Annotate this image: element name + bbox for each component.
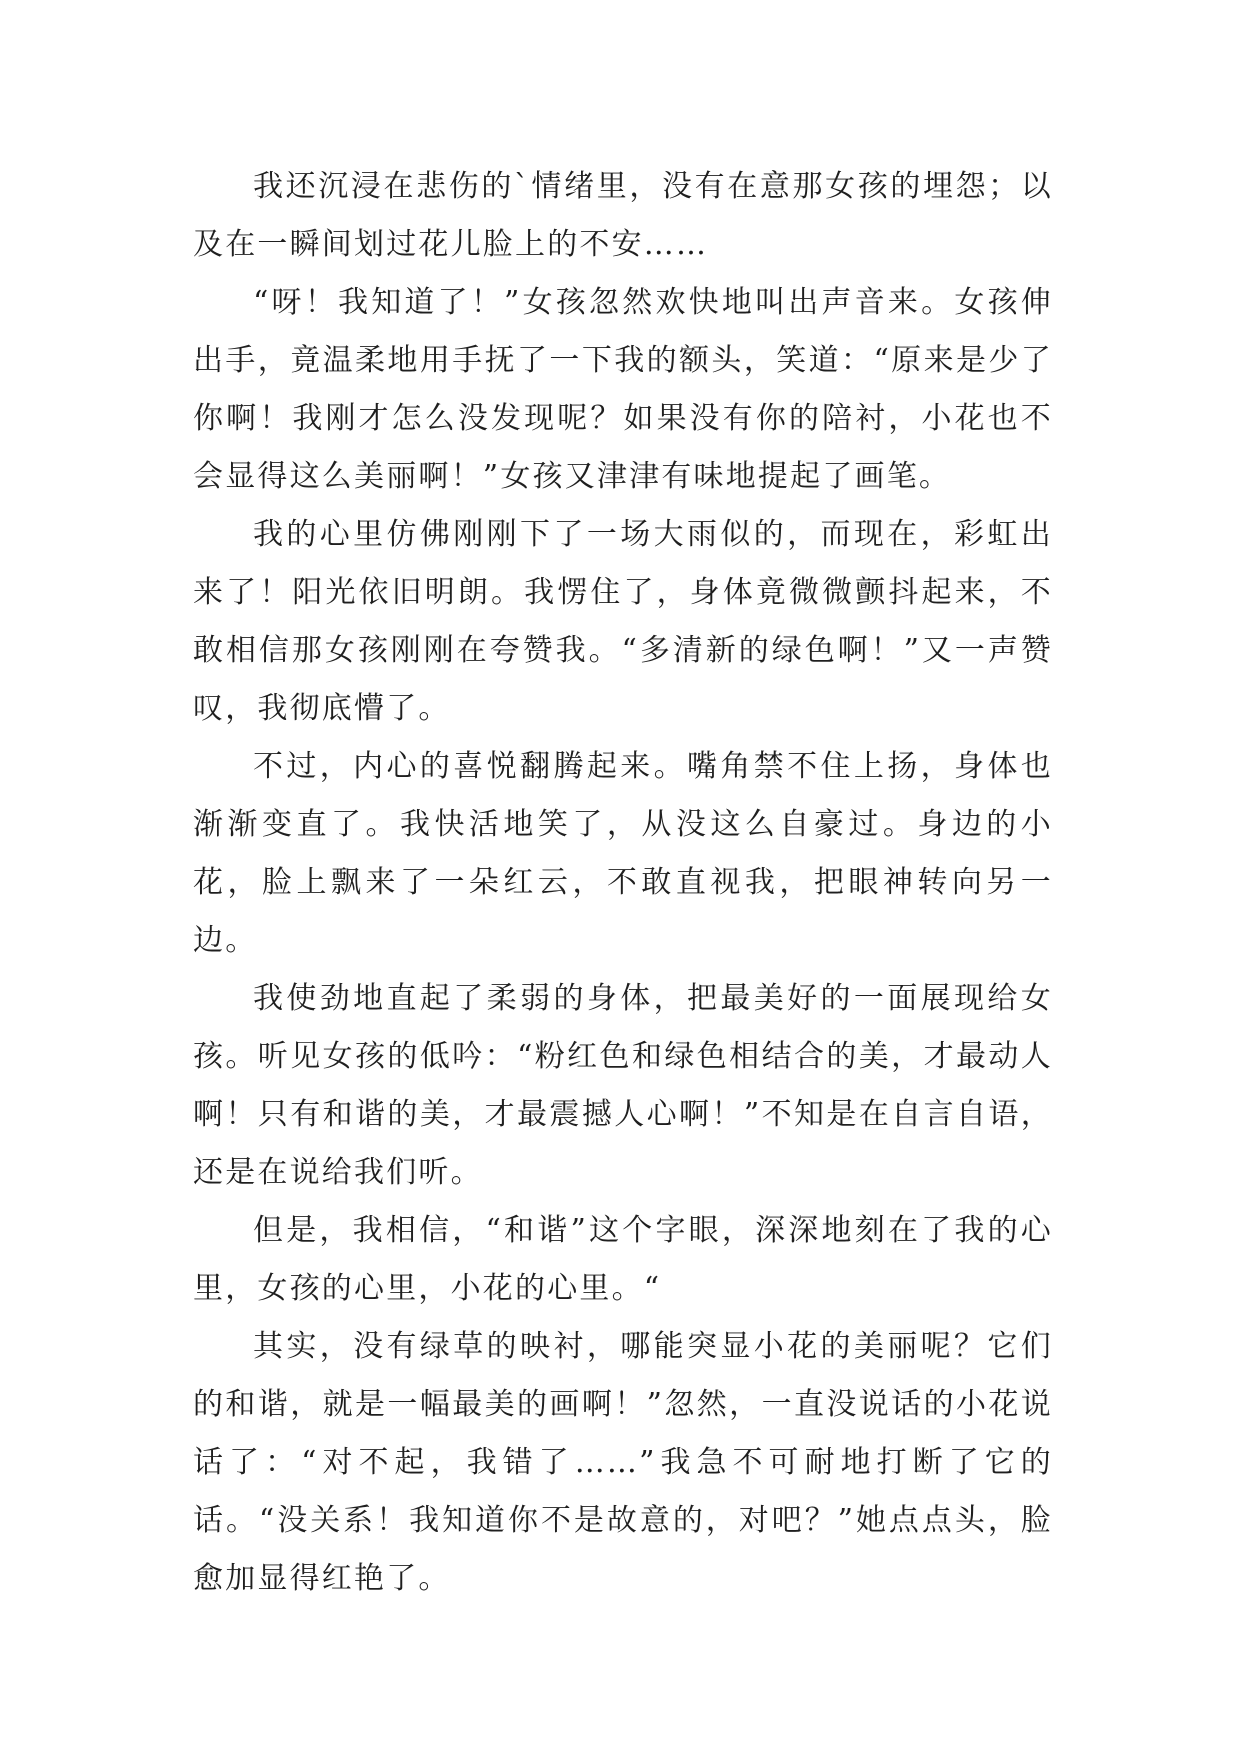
paragraph-1: 我还沉浸在悲伤的`情绪里，没有在意那女孩的埋怨；以及在一瞬间划过花儿脸上的不安…… xyxy=(193,169,1053,262)
paragraph-2: “呀！我知道了！”女孩忽然欢快地叫出声音来。女孩伸出手，竟温柔地用手抚了一下我的额头，笑道：“原来是少了你啊！我刚才怎么没发现呢？如果没有你的陪衬，小花也不会显得这么美丽啊！”女孩又津津有味地提起了画笔。 xyxy=(193,285,1053,494)
paragraph-6: 但是，我相信，“和谐”这个字眼，深深地刻在了我的心里，女孩的心里，小花的心里。“ xyxy=(193,1213,1053,1306)
paragraph-4: 不过，内心的喜悦翻腾起来。嘴角禁不住上扬，身体也渐渐变直了。我快活地笑了，从没这么自豪过。身边的小花，脸上飘来了一朵红云，不敢直视我，把眼神转向另一边。 xyxy=(193,749,1053,958)
document-body xyxy=(193,158,1053,1608)
paragraph-7: 其实，没有绿草的映衬，哪能突显小花的美丽呢？它们的和谐，就是一幅最美的画啊！”忽然，一直没说话的小花说话了：“对不起，我错了……”我急不可耐地打断了它的话。“没关系！我知道你不是故意的，对吧？”她点点头，脸愈加显得红艳了。 xyxy=(193,1329,1053,1596)
paragraph-3: 我的心里仿佛刚刚下了一场大雨似的，而现在，彩虹出来了！阳光依旧明朗。我愣住了，身体竟微微颤抖起来，不敢相信那女孩刚刚在夸赞我。“多清新的绿色啊！”又一声赞叹，我彻底懵了。 xyxy=(193,517,1053,726)
paragraph-5: 我使劲地直起了柔弱的身体，把最美好的一面展现给女孩。听见女孩的低吟：“粉红色和绿色相结合的美，才最动人啊！只有和谐的美，才最震撼人心啊！”不知是在自言自语，还是在说给我们听。 xyxy=(193,981,1053,1190)
